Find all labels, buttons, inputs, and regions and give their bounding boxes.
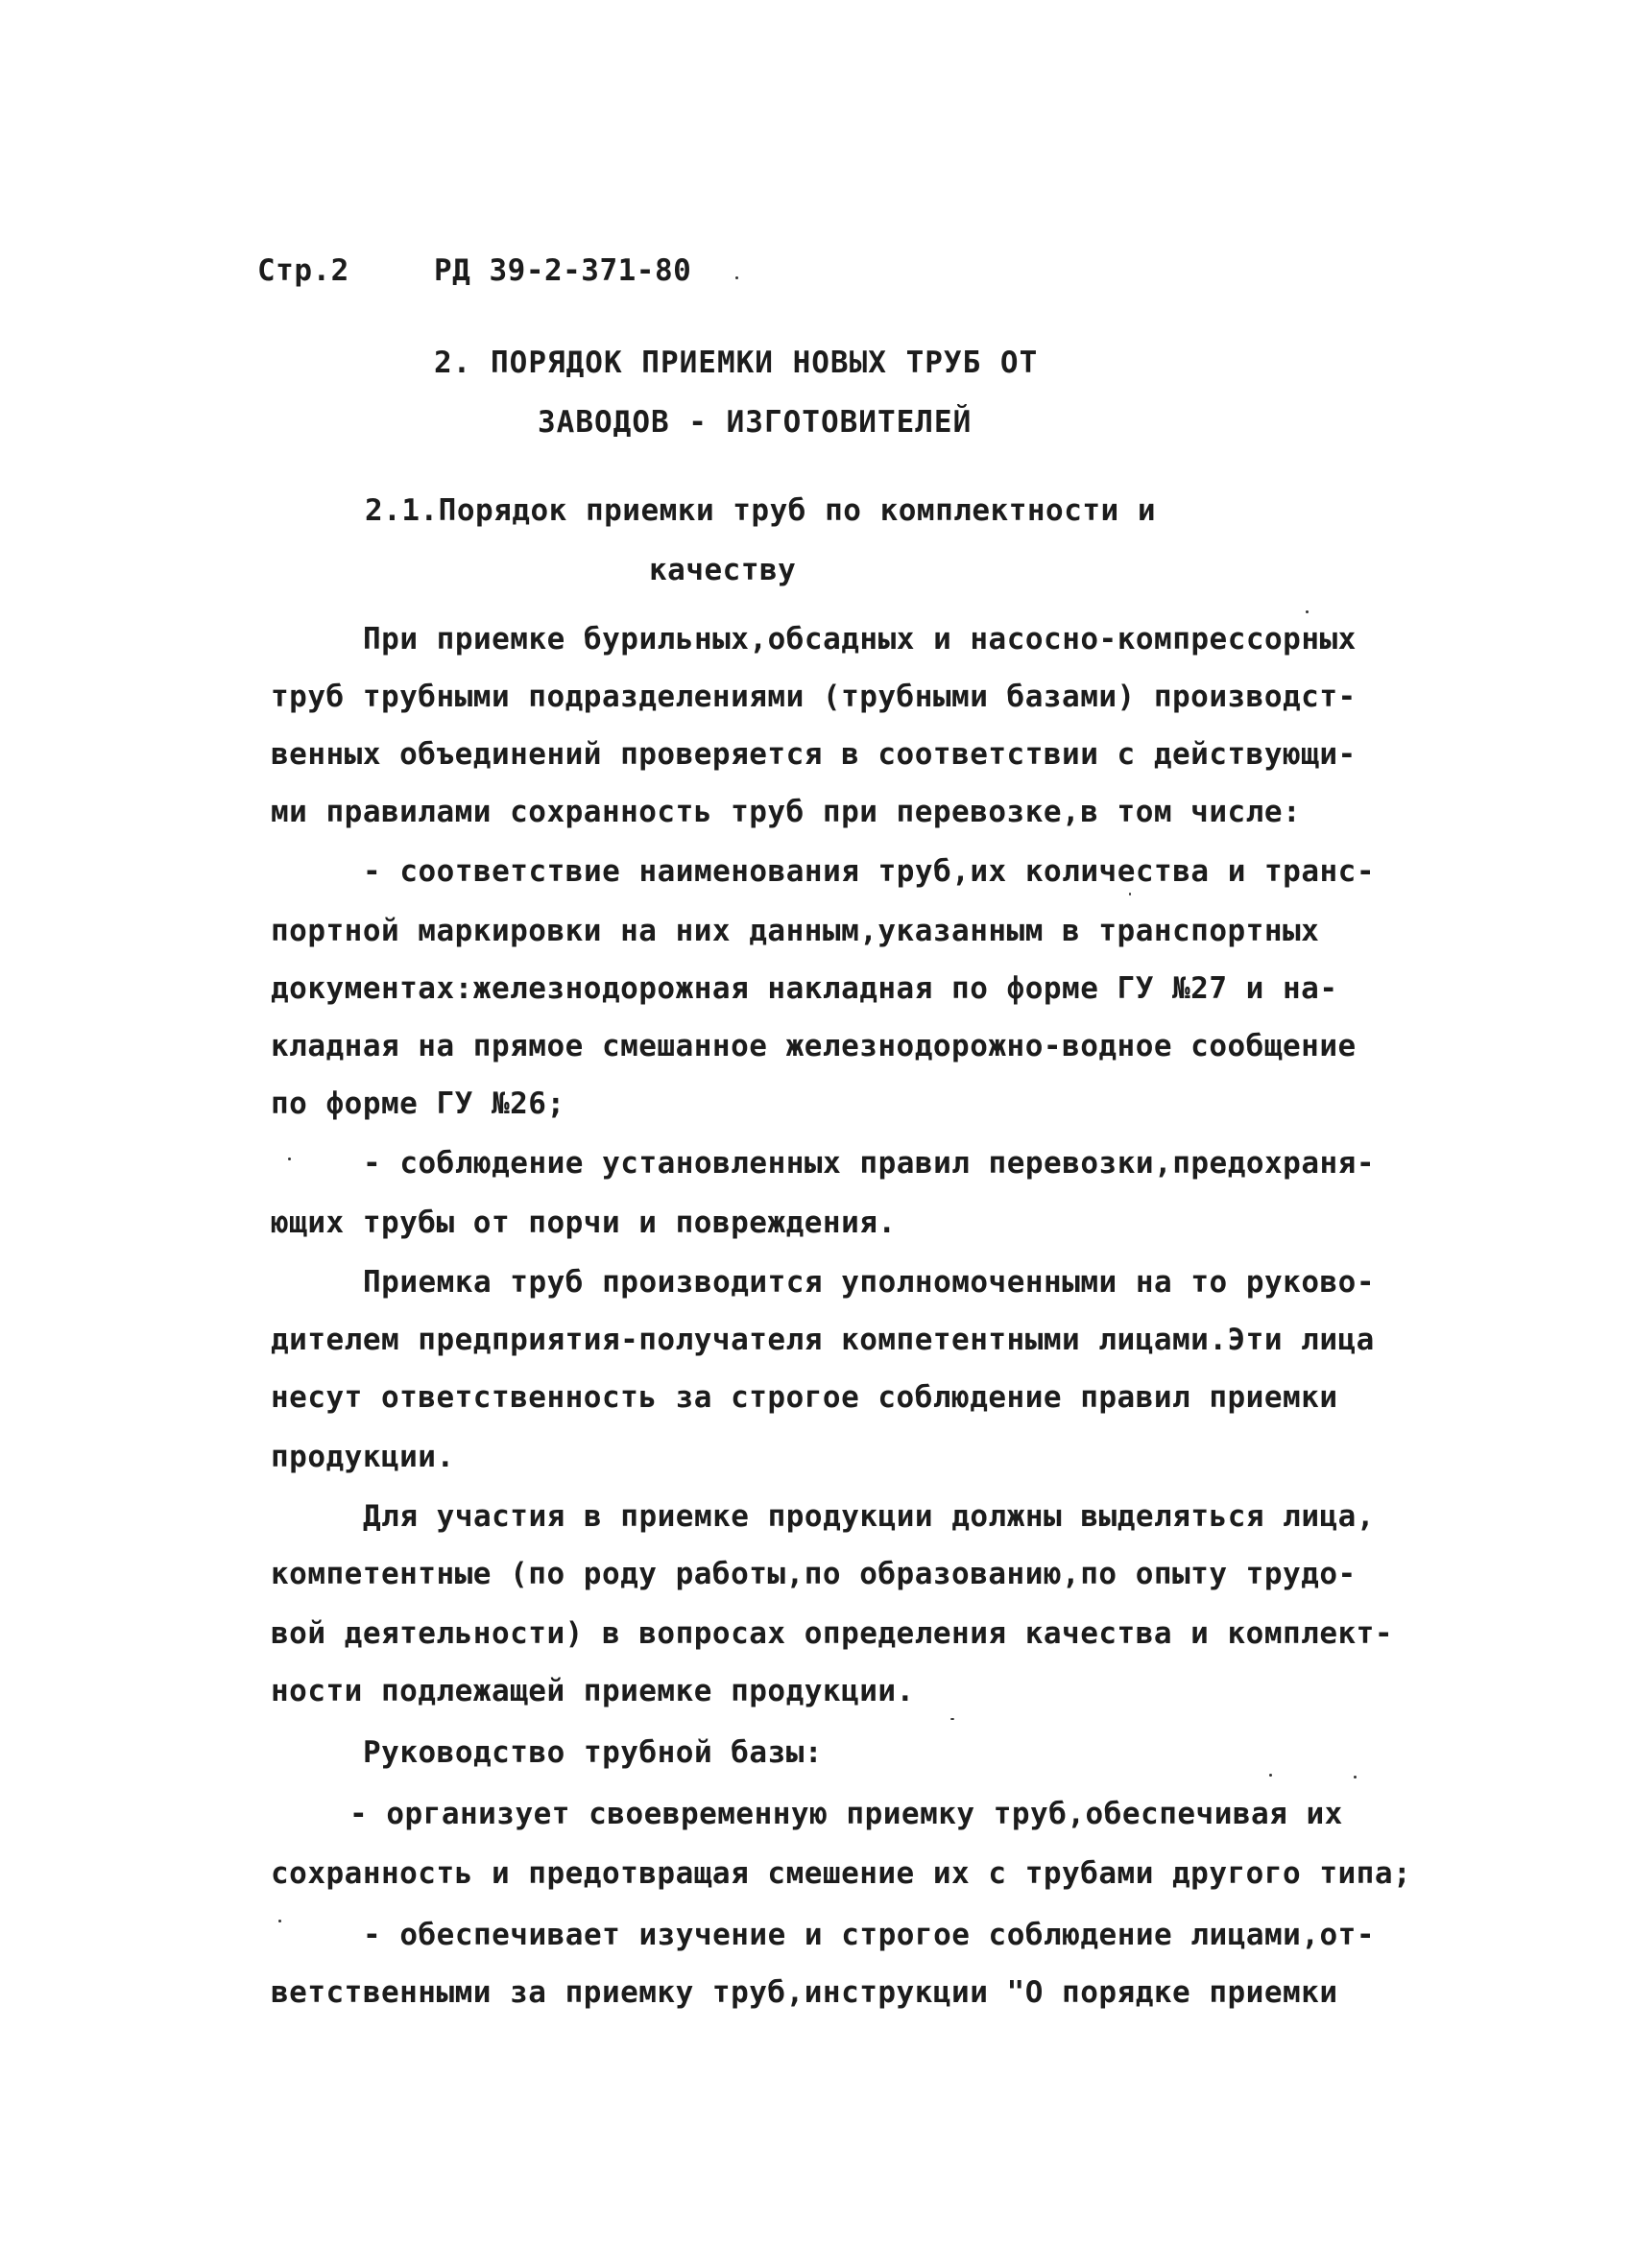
subsection-title-line-2: качеству (649, 553, 797, 587)
scan-speck (950, 1718, 954, 1720)
body-line-11: ющих трубы от порчи и повреждения. (271, 1206, 897, 1240)
body-line-14: несут ответственность за строгое соблюдение правил приемки (271, 1380, 1338, 1415)
section-title-line-1: 2. ПОРЯДОК ПРИЕМКИ НОВЫХ ТРУБ ОТ (434, 346, 1039, 380)
body-line-17: компетентные (по роду работы,по образованию,по опыту трудо- (271, 1557, 1357, 1591)
body-line-22: сохранность и предотвращая смешение их с трубами другого типа; (271, 1856, 1412, 1891)
body-line-10: - соблюдение установленных правил перевозки,предохраня- (363, 1146, 1375, 1181)
body-line-15: продукции. (271, 1440, 455, 1474)
body-line-5: - соответствие наименования труб,их количества и транс- (363, 854, 1375, 889)
body-line-9: по форме ГУ №26; (271, 1086, 565, 1121)
body-line-12: Приемка труб производится уполномоченными на то руково- (363, 1265, 1375, 1300)
scan-speck (735, 276, 738, 279)
scan-speck (1306, 610, 1309, 613)
page-number: Стр.2 (257, 253, 349, 288)
body-line-19: ности подлежащей приемке продукции. (271, 1674, 915, 1708)
body-line-3: венных объединений проверяется в соответствии с действующи- (271, 737, 1357, 772)
body-line-4: ми правилами сохранность труб при перевозке,в том числе: (271, 795, 1302, 829)
body-line-2: труб трубными подразделениями (трубными базами) производст- (271, 680, 1357, 714)
body-line-23: - обеспечивает изучение и строгое соблюдение лицами,от- (363, 1918, 1375, 1952)
body-line-13: дителем предприятия-получателя компетентными лицами.Эти лица (271, 1323, 1375, 1357)
body-line-18: вой деятельности) в вопросах определения качества и комплект- (271, 1616, 1393, 1651)
scan-speck (1269, 1774, 1272, 1777)
body-line-8: кладная на прямое смешанное железнодорожно-водное сообщение (271, 1029, 1357, 1063)
scan-speck (1129, 893, 1131, 895)
scan-speck (1354, 1776, 1357, 1779)
scan-speck (278, 1920, 281, 1922)
body-line-6: портной маркировки на них данным,указанным в транспортных (271, 914, 1320, 948)
body-line-16: Для участия в приемке продукции должны выделяться лица, (363, 1499, 1375, 1534)
body-line-20: Руководство трубной базы: (363, 1735, 824, 1770)
scan-speck (288, 1158, 291, 1160)
body-line-24: ветственными за приемку труб,инструкции "О порядке приемки (271, 1975, 1338, 2010)
subsection-title-line-1: 2.1.Порядок приемки труб по комплектности и (365, 493, 1157, 528)
document-code: РД 39-2-371-80 (434, 253, 692, 288)
section-title-line-2: ЗАВОДОВ - ИЗГОТОВИТЕЛЕЙ (538, 405, 973, 440)
body-line-21: - организует своевременную приемку труб,обеспечивая их (349, 1797, 1343, 1831)
body-line-7: документах:железнодорожная накладная по форме ГУ №27 и на- (271, 971, 1338, 1006)
body-line-1: При приемке бурильных,обсадных и насосно-компрессорных (363, 622, 1357, 657)
